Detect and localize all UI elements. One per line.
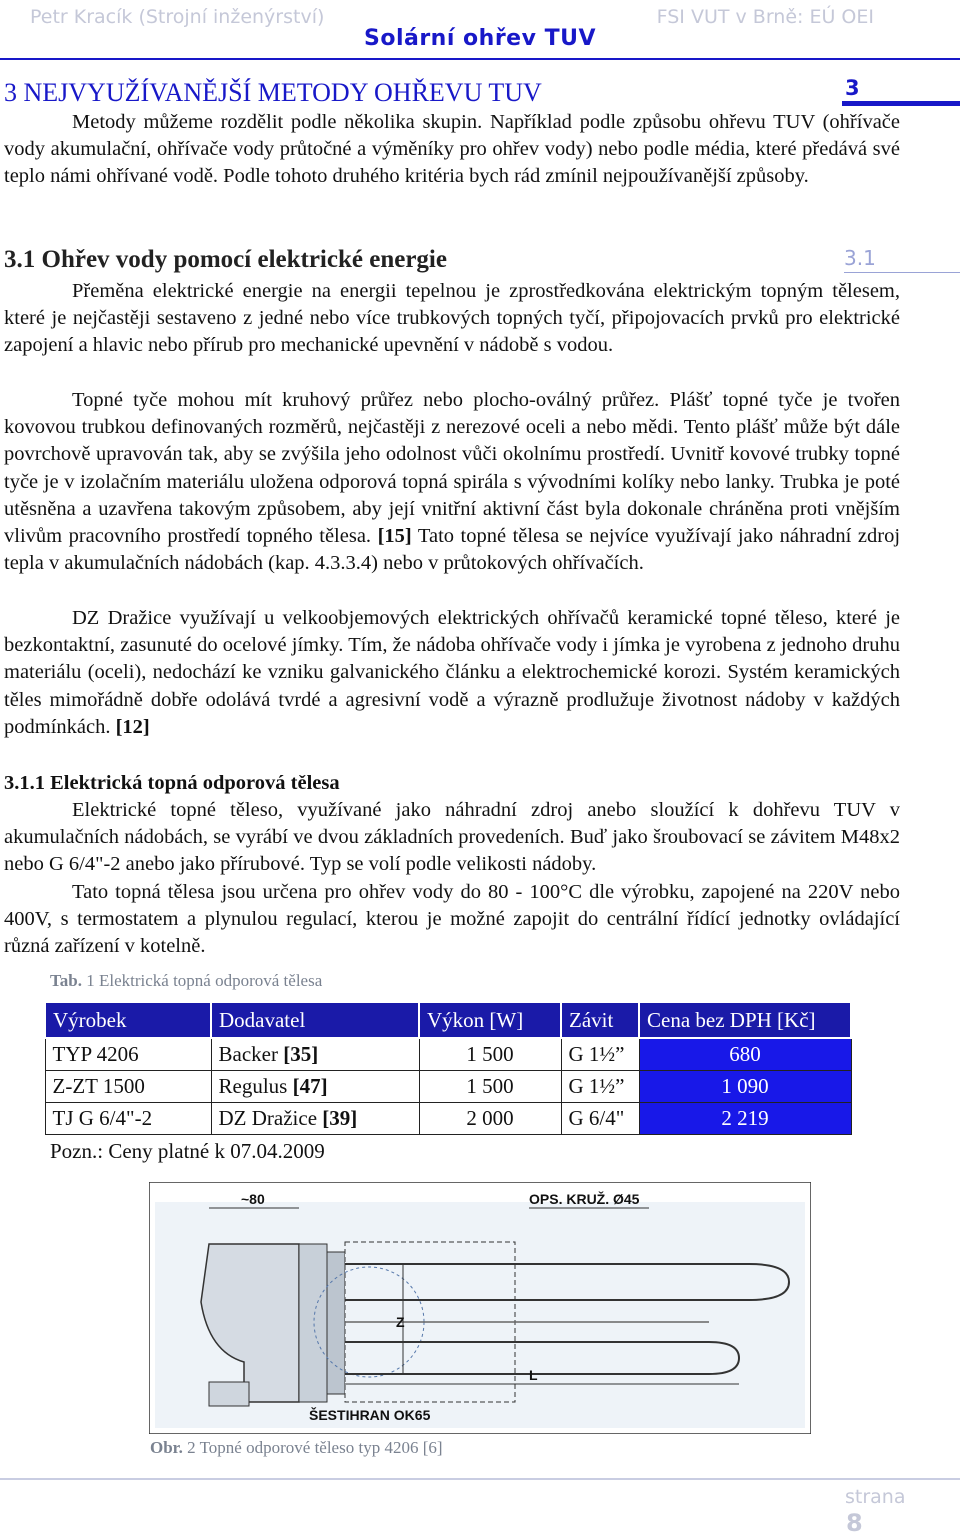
- cell-power: 1 500: [419, 1071, 561, 1103]
- cell-thread: G 1½”: [561, 1038, 639, 1071]
- col-header-thread: Závit: [561, 1002, 639, 1038]
- header-rule: [0, 58, 960, 60]
- section-paragraph-1: Přeměna elektrické energie na energii tepelnou je zprostředkována elektrickým topným tělesem, které je nejčastěji sestaveno z jedné nebo více trubkových topných tyčí, připojovacích prvků pro elektrické zapojení a hlavic nebo přírub pro mechanické upevnění v nádobě s vodou.: [4, 280, 900, 357]
- cell-supplier: Regulus [47]: [211, 1071, 419, 1103]
- section-number: 3.1: [844, 246, 876, 270]
- table-row: [45, 1071, 851, 1103]
- cell-product: TYP 4206: [45, 1038, 211, 1071]
- cell-price: 680: [639, 1038, 851, 1071]
- table-row: [45, 1038, 851, 1071]
- header-institution: FSI VUT v Brně: EÚ OEI: [656, 6, 874, 28]
- cell-thread: G 6/4": [561, 1103, 639, 1135]
- section-paragraph-3: DZ Dražice využívají u velkoobjemových elektrických ohřívačů keramické topné těleso, které je bezkontaktní, zasunuté do ocelové jímky. Tím, že nádoba ohřívače vody i jímka je vyrobena z jednoho druhu materiálu (oceli), nedochází ke vzniku galvanického článku a elektrochemické korozi. Systém keramických těles mimořádně dobře odolává tvrdé a agresivní vodě a výrazně prodlužuje životnost nádoby v každých podmínkách. [12]: [4, 607, 900, 738]
- col-header-supplier: Dodavatel: [211, 1002, 419, 1038]
- section-paragraph-2: Topné tyče mohou mít kruhový průřez nebo plocho-oválný průřez. Plášť topné tyče je tvořen kovovou trubkou definovaných rozměrů, nejčastěji z nerezové oceli a nebo mědi. Tento plášť může být dále povrchově upravován tak, aby se zvýšila jeho odolnost vůči okolnímu prostředí. Uvnitř kovové trubky topné tyče je v izolačním materiálu uložena odporová topná spirála s vývodními kolíky nebo lanky. Trubka je poté utěsněna a uzavřena takovým způsobem, aby její vnitřní aktivní část byla dokonale chráněna proti vnějším vlivům pracovního prostředí topného tělesa. [15] Tato topné tělesa se nejvíce využívají jako náhradní zdroj tepla v akumulačních nádobách (kap. 4.3.3.4) nebo v průtokových ohřívačích.: [4, 389, 901, 575]
- header-title: Solární ohřev TUV: [363, 26, 596, 51]
- table-row: [45, 1103, 851, 1135]
- cell-supplier: Backer [35]: [211, 1038, 419, 1071]
- dim-diameter-label: OPS. KRUŽ. Ø45: [529, 1191, 640, 1207]
- section-heading: 3.1 Ohřev vody pomocí elektrické energie: [4, 246, 447, 273]
- citation: [12]: [115, 715, 150, 738]
- section-rule: [844, 272, 960, 273]
- footer-rule: [0, 1478, 960, 1480]
- cell-thread: G 1½”: [561, 1071, 639, 1103]
- dim-l-label: L: [529, 1367, 538, 1383]
- figure-caption: Obr. 2 Topné odporové těleso typ 4206 [6]: [150, 1438, 443, 1457]
- header-author: Petr Kracík (Strojní inženýrství): [30, 6, 325, 28]
- cell-price: 1 090: [639, 1071, 851, 1103]
- col-header-price: Cena bez DPH [Kč]: [639, 1002, 851, 1038]
- heaters-table: [44, 1001, 852, 1135]
- subsection-paragraph-1: Elektrické topné těleso, využívané jako náhradní zdroj anebo sloužící k dohřevu TUV v akumulačních nádobách, se vyrábí ve dvou základních provedeních. Buď jako šroubovací se závitem M48x2 nebo G 6/4"-2 anebo jako přírubové. Typ se volí podle velikosti nádoby.: [4, 799, 900, 876]
- chapter-number: 3: [845, 76, 860, 100]
- cell-price: 2 219: [639, 1103, 851, 1135]
- cell-power: 1 500: [419, 1038, 561, 1071]
- subsection-paragraph-2: Tato topná tělesa jsou určena pro ohřev vody do 80 - 100°C dle výrobku, zapojené na 220V nebo 400V, s termostatem a plynulou regulací, kterou je možné zapojit do centrální řídící jednotky ovládající různá zařízení v kotelně.: [4, 881, 900, 958]
- col-header-product: Výrobek: [45, 1002, 211, 1038]
- cell-product: Z-ZT 1500: [45, 1071, 211, 1103]
- chapter-heading: 3 NEJVYUŽÍVANĚJŠÍ METODY OHŘEVU TUV: [4, 78, 542, 107]
- cell-supplier: DZ Dražice [39]: [211, 1103, 419, 1135]
- citation: [15]: [377, 525, 412, 548]
- table-note: Pozn.: Ceny platné k 07.04.2009: [50, 1139, 325, 1163]
- footer-page-label: strana: [845, 1486, 906, 1508]
- cell-product: TJ G 6/4"-2: [45, 1103, 211, 1135]
- cell-power: 2 000: [419, 1103, 561, 1135]
- col-header-power: Výkon [W]: [419, 1002, 561, 1038]
- hex-label: ŠESTIHRAN OK65: [309, 1407, 431, 1423]
- chapter-intro: Metody můžeme rozdělit podle několika skupin. Například podle způsobu ohřevu TUV (ohřívače vody akumulační, ohřívače vody průtočné a výměníky pro ohřev vody) nebo podle média, které předává své teplo námi ohřívané vodě. Podle tohoto druhého kritéria bych rád zmínil nejpoužívanější způsoby.: [4, 111, 900, 188]
- subsection-heading: 3.1.1 Elektrická topná odporová tělesa: [4, 772, 340, 794]
- table-header-row: [45, 1002, 851, 1038]
- dim-top-label: ~80: [241, 1191, 265, 1207]
- table-caption: Tab. 1 Elektrická topná odporová tělesa: [50, 971, 323, 990]
- dim-z-label: Z: [396, 1314, 405, 1330]
- footer-page-number: 8: [846, 1509, 863, 1537]
- chapter-rule: [842, 101, 960, 106]
- heater-drawing: [149, 1182, 811, 1434]
